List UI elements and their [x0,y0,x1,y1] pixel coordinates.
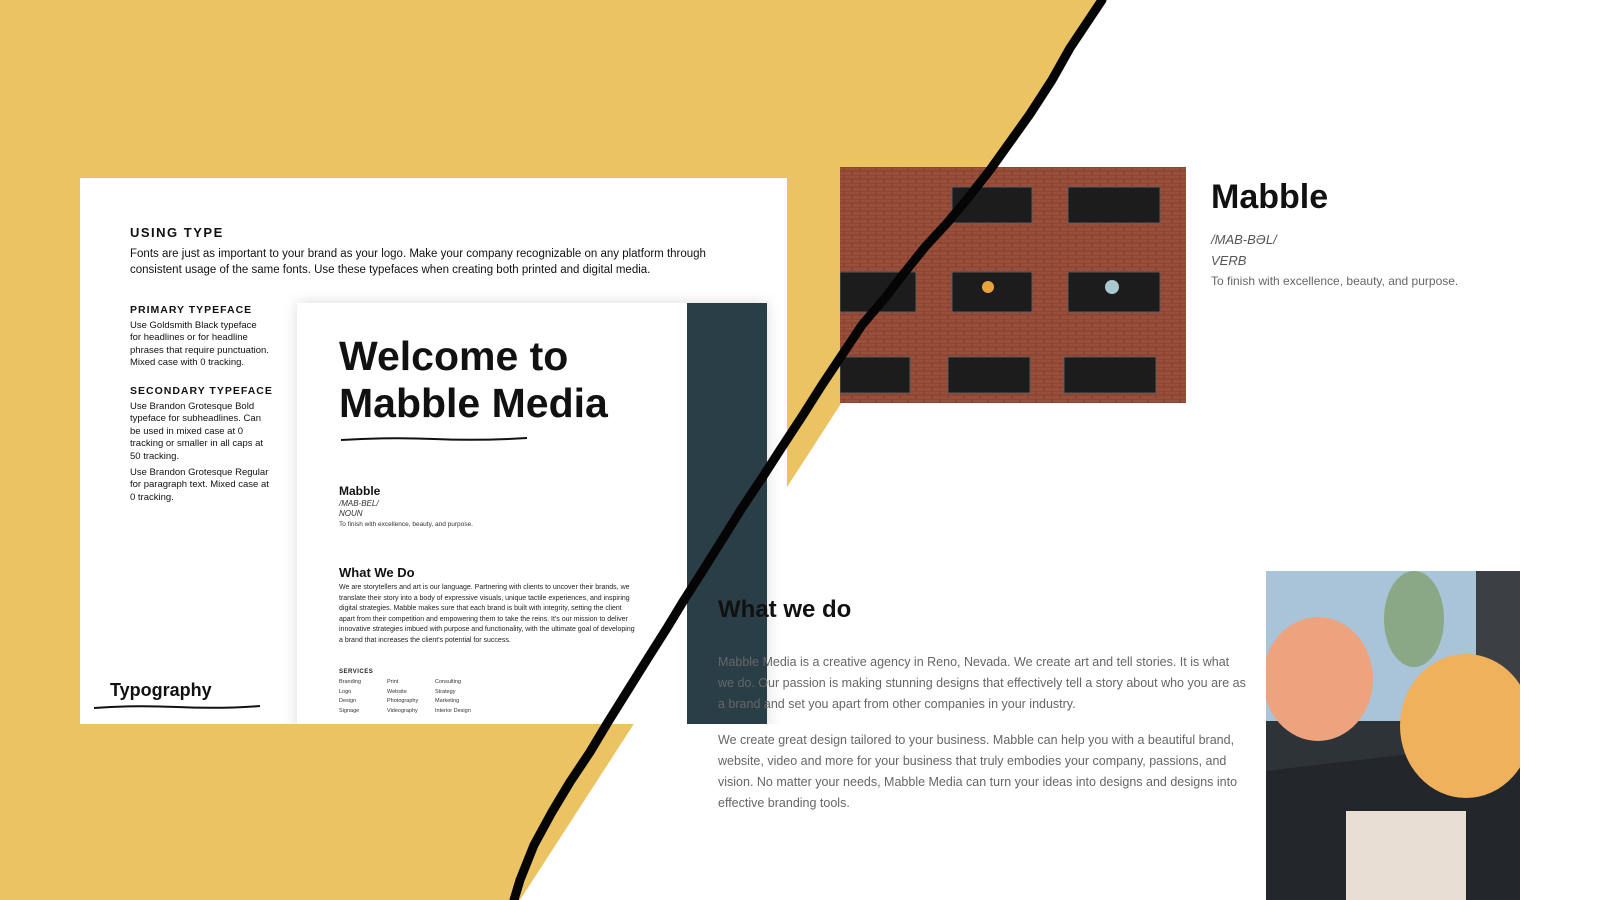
brand-part-of-speech: VERB [1211,253,1247,268]
using-type-intro: Fonts are just as important to your brand as your logo. Make your company recognizable on any platform through consistent usage of the same fonts. Use these typefaces when creating both printed and digital media. [130,248,706,276]
mockup-what-we-do-title: What We Do [339,565,415,580]
peach-shape [1266,617,1373,741]
what-we-do-title: What we do [718,596,852,623]
mockup-underline [339,435,529,443]
service-item: Interior Design [435,707,471,714]
service-item: Branding [339,679,362,685]
service-item: Signage [339,707,360,714]
mockup-pronunciation: /MAB-BEL/ [339,499,379,508]
service-item: Videography [387,707,418,714]
service-item: Logo [339,688,352,695]
primary-typeface-text: Use Goldsmith Black typeface for headlines or for headline phrases that require punctuation. Mixed case with 0 tracking. [130,320,269,369]
services-column-2 [387,678,418,716]
mockup-headline: Welcome to Mabble Media [339,333,608,426]
secondary-typeface-text-1: Use Brandon Grotesque Bold typeface for subheadlines. Can be used in mixed case at 0 tracking or smaller in all caps at 50 tracking. [130,401,264,462]
typography-underline [92,703,262,711]
service-item: Strategy [435,688,456,695]
service-item: Website [387,688,407,695]
services-column-1 [339,678,361,716]
typography-label: Typography [110,680,212,700]
mockup-word: Mabble [339,484,381,498]
secondary-typeface-text-2: Use Brandon Grotesque Regular for paragraph text. Mixed case at 0 tracking. [130,467,269,503]
mockup-part-of-speech: NOUN [339,509,363,518]
service-item: Print [387,679,399,685]
typography-card [80,178,787,724]
brand-name: Mabble [1211,178,1329,216]
green-shape [1384,571,1444,667]
using-type-heading: USING TYPE [130,225,224,240]
secondary-typeface-title: SECONDARY TYPEFACE [130,385,273,397]
service-item: Photography [387,698,419,704]
services-column-3 [435,678,471,716]
brand-pronunciation: /MAB-BƏL/ [1211,232,1277,247]
mockup-services-title: SERVICES [339,669,374,675]
brick-building-photo [840,167,1186,403]
window-figure-2 [1105,280,1119,294]
service-item: Design [339,698,357,704]
primary-typeface-title: PRIMARY TYPEFACE [130,304,253,316]
people-with-shapes-photo [1266,571,1520,900]
what-we-do-paragraph-2: We create great design tailored to your business. Mabble can help you with a beautiful brand, website, video and more for your business that truly embodies your company, passions, and vision. No matter your needs, Mabble Media can turn your ideas into designs and designs into effective branding tools. [718,733,1238,810]
service-item: Consulting [435,679,461,685]
mockup-definition: To finish with excellence, beauty, and purpose. [339,521,473,528]
mockup-what-we-do-text: We are storytellers and art is our language. Partnering with clients to uncover their brands, we translate their story into a body of expressive visuals, unique tactile experiences, and inspiring digital strategies. Mabble makes sure that each brand is built with integrity, setting the client apart from their competition and empowering them to take the reins. It's our mission to deliver innovative strategies imbued with purpose and functionality, with the ultimate goal of developing a brand that increases the client's potential for success. [339,584,635,644]
what-we-do-paragraph-1: Mabble Media is a creative agency in Reno, Nevada. We create art and tell stories. It is what we do. Our passion is making stunning designs that effectively tell a story about who you are as a brand and set you apart from other companies in your industry. [718,655,1246,711]
service-item: Marketing [435,698,460,704]
brand-definition: To finish with excellence, beauty, and purpose. [1211,274,1459,288]
brand-mockup-page [297,303,767,724]
window-figure-1 [982,281,994,293]
